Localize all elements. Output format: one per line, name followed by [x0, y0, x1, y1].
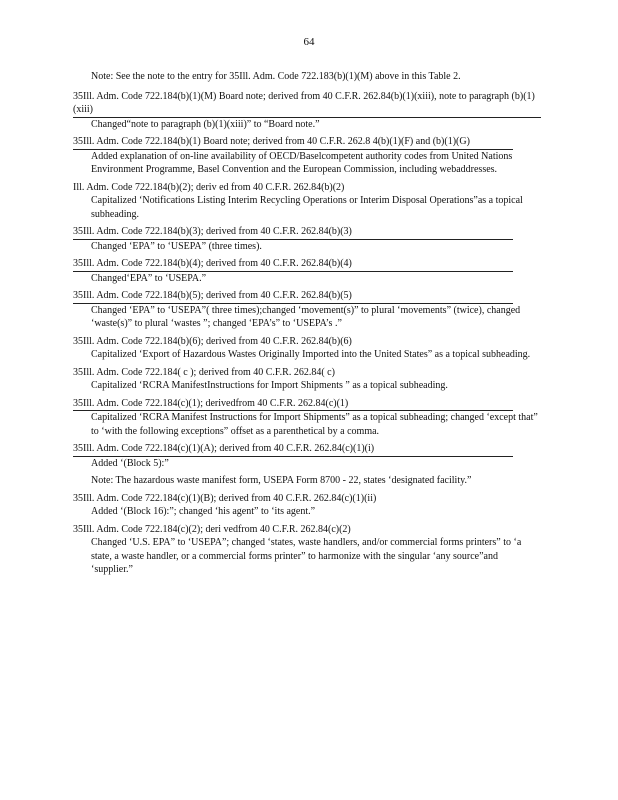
table-entry	[73, 523, 541, 577]
entry-note: Note: The hazardous waste manifest form, USEPA Form 8700 - 22, states ‘designated facility.”	[91, 475, 472, 486]
entries-list	[73, 90, 541, 577]
table-entry	[73, 90, 541, 132]
entry-body: Changed“note to paragraph (b)(1)(xiii)” to “Board note.”	[91, 118, 320, 130]
table-entry	[73, 225, 541, 253]
entry-body: Added ‘(Block 5):”	[91, 457, 169, 469]
entry-body: Capitalized ‘Notifications Listing Interim Recycling Operations or Interim Disposal Operations”as a topical subheading.	[91, 195, 523, 220]
entry-heading: 35Ill. Adm. Code 722.184(b)(4); derived from 40 C.F.R. 262.84(b)(4)	[73, 257, 513, 272]
table-entry	[73, 366, 541, 393]
table-entry	[73, 397, 541, 439]
table-entry	[73, 135, 541, 177]
entry-heading: 35Ill. Adm. Code 722.184(c)(1)(B); derived from 40 C.F.R. 262.84(c)(1)(ii)	[73, 492, 377, 504]
table-entry	[73, 289, 541, 331]
table-entry	[73, 181, 541, 222]
entry-heading: 35Ill. Adm. Code 722.184(c)(1); derivedfrom 40 C.F.R. 262.84(c)(1)	[73, 397, 513, 412]
table-entry	[73, 257, 541, 285]
entry-body: Changed ‘EPA” to ‘USEPA” (three times).	[91, 240, 262, 252]
entry-body: Capitalized ‘Export of Hazardous Wastes Originally Imported into the United States” as a topical subheading.	[91, 349, 531, 360]
entry-heading: 35Ill. Adm. Code 722.184(c)(1)(A); derived from 40 C.F.R. 262.84(c)(1)(i)	[73, 442, 513, 457]
entry-heading: 35Ill. Adm. Code 722.184(b)(5); derived from 40 C.F.R. 262.84(b)(5)	[73, 289, 513, 304]
entry-heading: 35Ill. Adm. Code 722.184(b)(1) Board note; derived from 40 C.F.R. 262.8 4(b)(1)(F) and (b)(1)(G)	[73, 135, 513, 150]
entry-heading: 35Ill. Adm. Code 722.184(b)(3); derived from 40 C.F.R. 262.84(b)(3)	[73, 225, 513, 240]
entry-heading: Ill. Adm. Code 722.184(b)(2); deriv ed from 40 C.F.R. 262.84(b)(2)	[73, 181, 345, 193]
table-entry	[73, 492, 541, 519]
entry-body: Changed ‘U.S. EPA” to ‘USEPA”; changed ‘states, waste handlers, and/or commercial forms printers” to ‘a state, a waste handler, or a commercial forms printer” to harmonize with the singular ‘any source”and ‘supplier.”	[91, 537, 522, 575]
document-body	[73, 70, 541, 581]
table-entry	[73, 335, 541, 362]
entry-body: Capitalized ‘RCRA Manifest Instructions for Import Shipments” as a topical subheading; changed ‘except that” to ‘with the following exceptions” offset as a parenthetical by a comma.	[91, 412, 538, 437]
entry-body: Changed‘EPA” to ‘USEPA.”	[91, 272, 207, 284]
entry-body: Capitalized ‘RCRA ManifestInstructions for Import Shipments ” as a topical subheading.	[91, 380, 448, 391]
entry-heading: 35Ill. Adm. Code 722.184(c)(2); deri vedfrom 40 C.F.R. 262.84(c)(2)	[73, 523, 351, 535]
entry-heading: 35Ill. Adm. Code 722.184(b)(1)(M) Board note; derived from 40 C.F.R. 262.84(b)(1)(xiii), note to paragraph (b)(1)(xiii)	[73, 90, 541, 118]
entry-heading: 35Ill. Adm. Code 722.184( c ); derived from 40 C.F.R. 262.84( c)	[73, 366, 335, 378]
entry-body: Added explanation of on-line availability of OECD/Baselcompetent authority codes from United Nations Environment Programme, Basel Convention and the European Commission, including webaddresses.	[91, 150, 513, 175]
page-number: 64	[303, 36, 315, 48]
table-entry	[73, 442, 541, 488]
entry-body: Added ‘(Block 16):”; changed ‘his agent” to ‘its agent.”	[91, 506, 316, 517]
entry-body: Changed ‘EPA” to ‘USEPA”( three times);changed ‘movement(s)” to plural ‘movements” (twice), changed ‘waste(s)” to plural ‘wastes ”; changed ‘EPA’s” to ‘USEPA’s .”	[91, 304, 521, 329]
top-note: Note: See the note to the entry for 35Ill. Adm. Code 722.183(b)(1)(M) above in this Table 2.	[91, 71, 461, 82]
entry-heading: 35Ill. Adm. Code 722.184(b)(6); derived from 40 C.F.R. 262.84(b)(6)	[73, 335, 352, 347]
